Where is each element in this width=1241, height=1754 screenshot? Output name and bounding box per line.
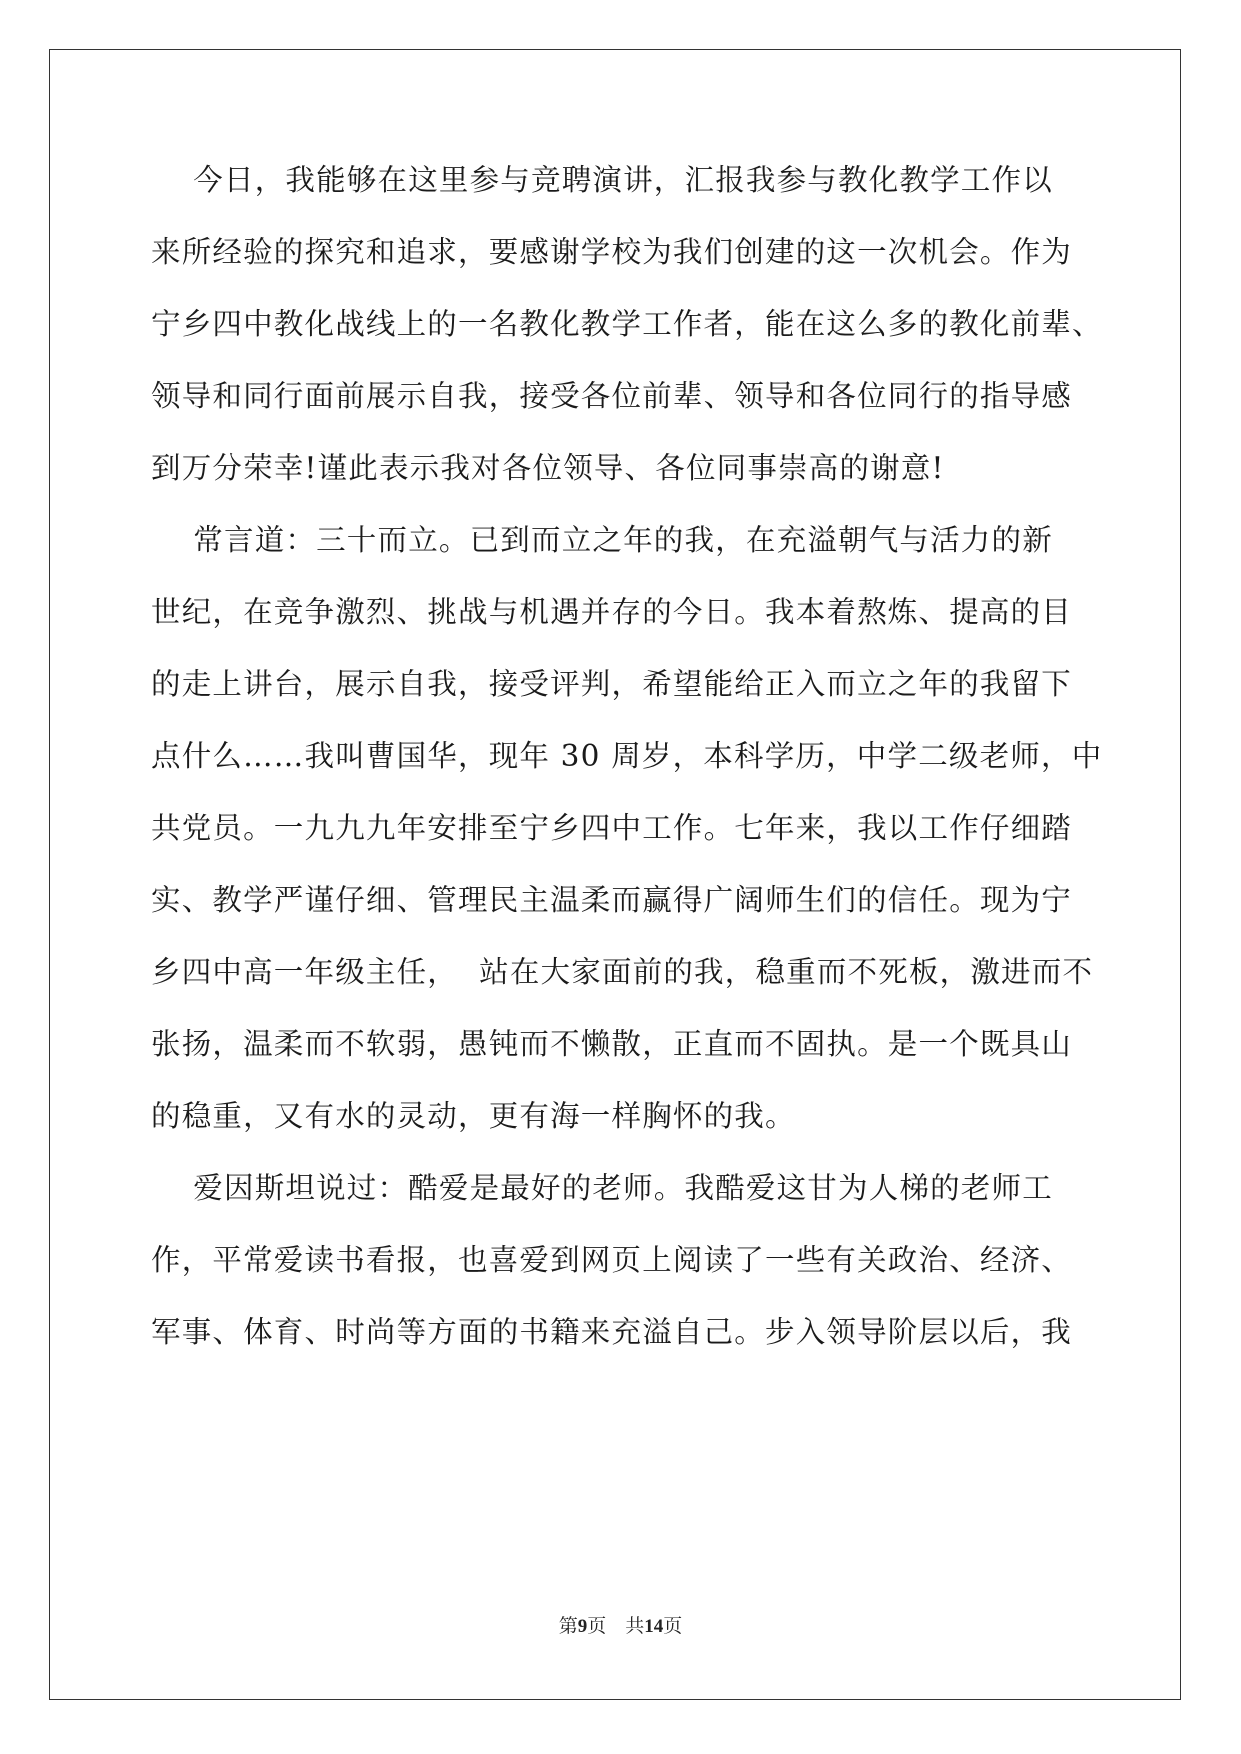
footer-middle: 页 共 (587, 1616, 645, 1637)
text-line: 乡四中高一年级主任， 站在大家面前的我，稳重而不死板，激进而不 (151, 955, 1094, 989)
text-line: 共党员。一九九九年安排至宁乡四中工作。七年来，我以工作仔细踏 (151, 811, 1073, 845)
text-line: 领导和同行面前展示自我，接受各位前辈、领导和各位同行的指导感 (151, 379, 1073, 413)
footer-suffix: 页 (663, 1616, 683, 1637)
page-border (49, 49, 1181, 1700)
text-line: 宁乡四中教化战线上的一名教化教学工作者，能在这么多的教化前辈、 (151, 307, 1103, 341)
total-page-number: 14 (644, 1616, 664, 1637)
text-line: 到万分荣幸!谨此表示我对各位领导、各位同事崇高的谢意! (151, 451, 945, 485)
text-line: 今日，我能够在这里参与竞聘演讲，汇报我参与教化教学工作以 (151, 163, 1053, 197)
footer-prefix: 第 (558, 1616, 578, 1637)
text-line: 世纪，在竞争激烈、挑战与机遇并存的今日。我本着熬炼、提高的目 (151, 595, 1073, 629)
current-page-number: 9 (577, 1616, 588, 1637)
page-footer (0, 1614, 1241, 1640)
text-line: 的稳重，又有水的灵动，更有海一样胸怀的我。 (151, 1099, 796, 1133)
text-line: 作，平常爱读书看报，也喜爱到网页上阅读了一些有关政治、经济、 (151, 1243, 1073, 1277)
text-line: 点什么……我叫曹国华，现年 30 周岁，本科学历，中学二级老师，中 (151, 739, 1103, 773)
text-line: 的走上讲台，展示自我，接受评判，希望能给正入而立之年的我留下 (151, 667, 1073, 701)
text-line: 军事、体育、时尚等方面的书籍来充溢自己。步入领导阶层以后，我 (151, 1315, 1073, 1349)
text-line: 张扬，温柔而不软弱，愚钝而不懒散，正直而不固执。是一个既具山 (151, 1027, 1073, 1061)
text-line: 爱因斯坦说过：酷爱是最好的老师。我酷爱这甘为人梯的老师工 (151, 1171, 1053, 1205)
text-line: 来所经验的探究和追求，要感谢学校为我们创建的这一次机会。作为 (151, 235, 1073, 269)
text-line: 实、教学严谨仔细、管理民主温柔而赢得广阔师生们的信任。现为宁 (151, 883, 1073, 917)
text-line: 常言道：三十而立。已到而立之年的我，在充溢朝气与活力的新 (151, 523, 1053, 557)
